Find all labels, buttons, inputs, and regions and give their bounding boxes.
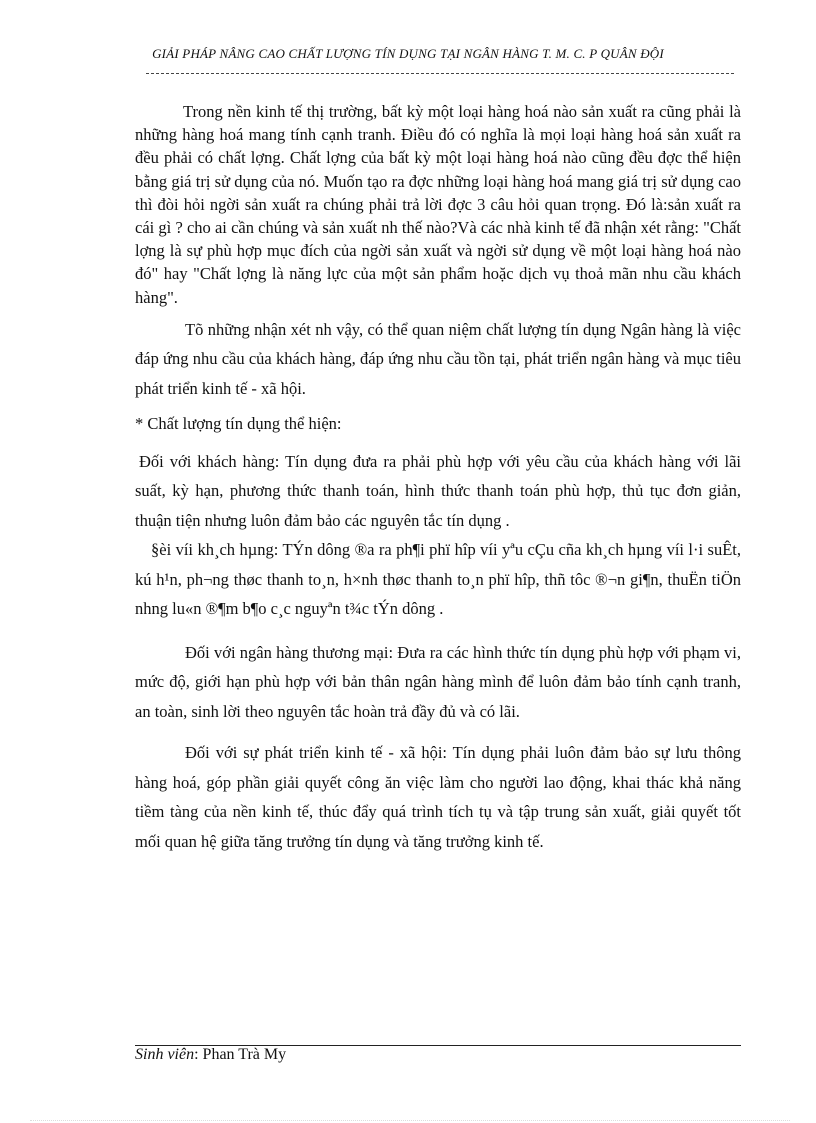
paragraph-for-customers-garbled: §èi víi kh¸ch hµng: TÝn dông ®a ra ph¶i phï hîp víi yªu cÇu cña kh¸ch hµng víi l·i suÊt, kú h¹n, ph¬ng thøc thanh to¸n, h×nh thøc thanh to¸n phï hîp, thñ tôc ®¬n gi¶n, thuËn tiÖn nhng lu«n ®¶m b¶o c¸c nguyªn t¾c tÝn dông . xyxy=(135,540,741,619)
page-bottom-edge xyxy=(30,1120,790,1121)
paragraph-for-commercial-banks: Đối với ngân hàng thương mại: Đưa ra các hình thức tín dụng phù hợp với phạm vi, mức độ, giới hạn phù hợp với bản thân ngân hàng mình để luôn đảm bảo tính cạnh tranh, an toàn, sinh lời theo nguyên tắc hoàn trả đầy đủ và có lãi. xyxy=(135,642,741,721)
paragraph-for-socio-economic-development: Đối với sự phát triển kinh tế - xã hội: Tín dụng phải luôn đảm bảo sự lưu thông hàng hoá, góp phần giải quyết công ăn việc làm cho người lao động, khai thác khả năng tiềm tàng của nền kinh tế, thúc đẩy quá trình tích tụ và tập trung sản xuất, giải quyết tốt mối quan hệ giữa tăng trưởng tín dụng và tăng trưởng kinh tế. xyxy=(135,743,741,851)
paragraph-quality-heading: * Chất lượng tín dụng thể hiện: xyxy=(135,414,342,434)
student-name: Phan Trà My xyxy=(198,1046,287,1063)
running-header: GIẢI PHÁP NÂNG CAO CHẤT LƯỢNG TÍN DỤNG TẠI NGÂN HÀNG T. M. C. P QUÂN ĐỘI xyxy=(152,46,664,61)
document-body xyxy=(135,100,741,856)
header-divider xyxy=(146,73,734,74)
paragraph-for-customers: Đối với khách hàng: Tín dụng đưa ra phải phù hợp với yêu cầu của khách hàng với lãi suất, kỳ hạn, phương thức thanh toán, hình thức thanh toán phù hợp, thủ tục đơn giản, thuận tiện nhưng luôn đảm bảo các nguyên tắc tín dụng . xyxy=(135,451,741,530)
student-label: Sinh viên xyxy=(135,1046,195,1063)
paragraph-quality-definition: Trong nền kinh tế thị trường, bất kỳ một loại hàng hoá nào sản xuất ra cũng phải là những hàng hoá mang tính cạnh tranh. Điều đó có nghĩa là mọi loại hàng hoá sản xuất ra đều phải có chất lợng. Chất lợng của bất kỳ một loại hàng hoá nào cũng đều đợc thể hiện bằng giá trị sử dụng của nó. Muốn tạo ra đợc những loại hàng hoá mang giá trị sử dụng cao thì đòi hỏi ngời sản xuất ra chúng phải trả lời đợc 3 câu hỏi quan trọng. Đó là:sản xuất ra cái gì ? cho ai cần chúng và sản xuất nh thế nào?Và các nhà kinh tế đã nhận xét rằng: "Chất lợng là sự phù hợp mục đích của ngời sản xuất và ngời sử dụng về một loại hàng hoá nào đó" hay "Chất lợng là năng lực của một sản phẩm hoặc dịch vụ thoả mãn nhu cầu khách hàng". xyxy=(135,102,741,307)
paragraph-credit-quality-concept: Tõ những nhận xét nh vậy, có thể quan niệm chất lượng tín dụng Ngân hàng là việc đáp ứng nhu cầu của khách hàng, đáp ứng nhu cầu tồn tại, phát triển ngân hàng và mục tiêu phát triển kinh tế - xã hội. xyxy=(135,319,741,398)
footer-separator: : xyxy=(194,1046,199,1063)
page-footer xyxy=(135,1046,286,1064)
